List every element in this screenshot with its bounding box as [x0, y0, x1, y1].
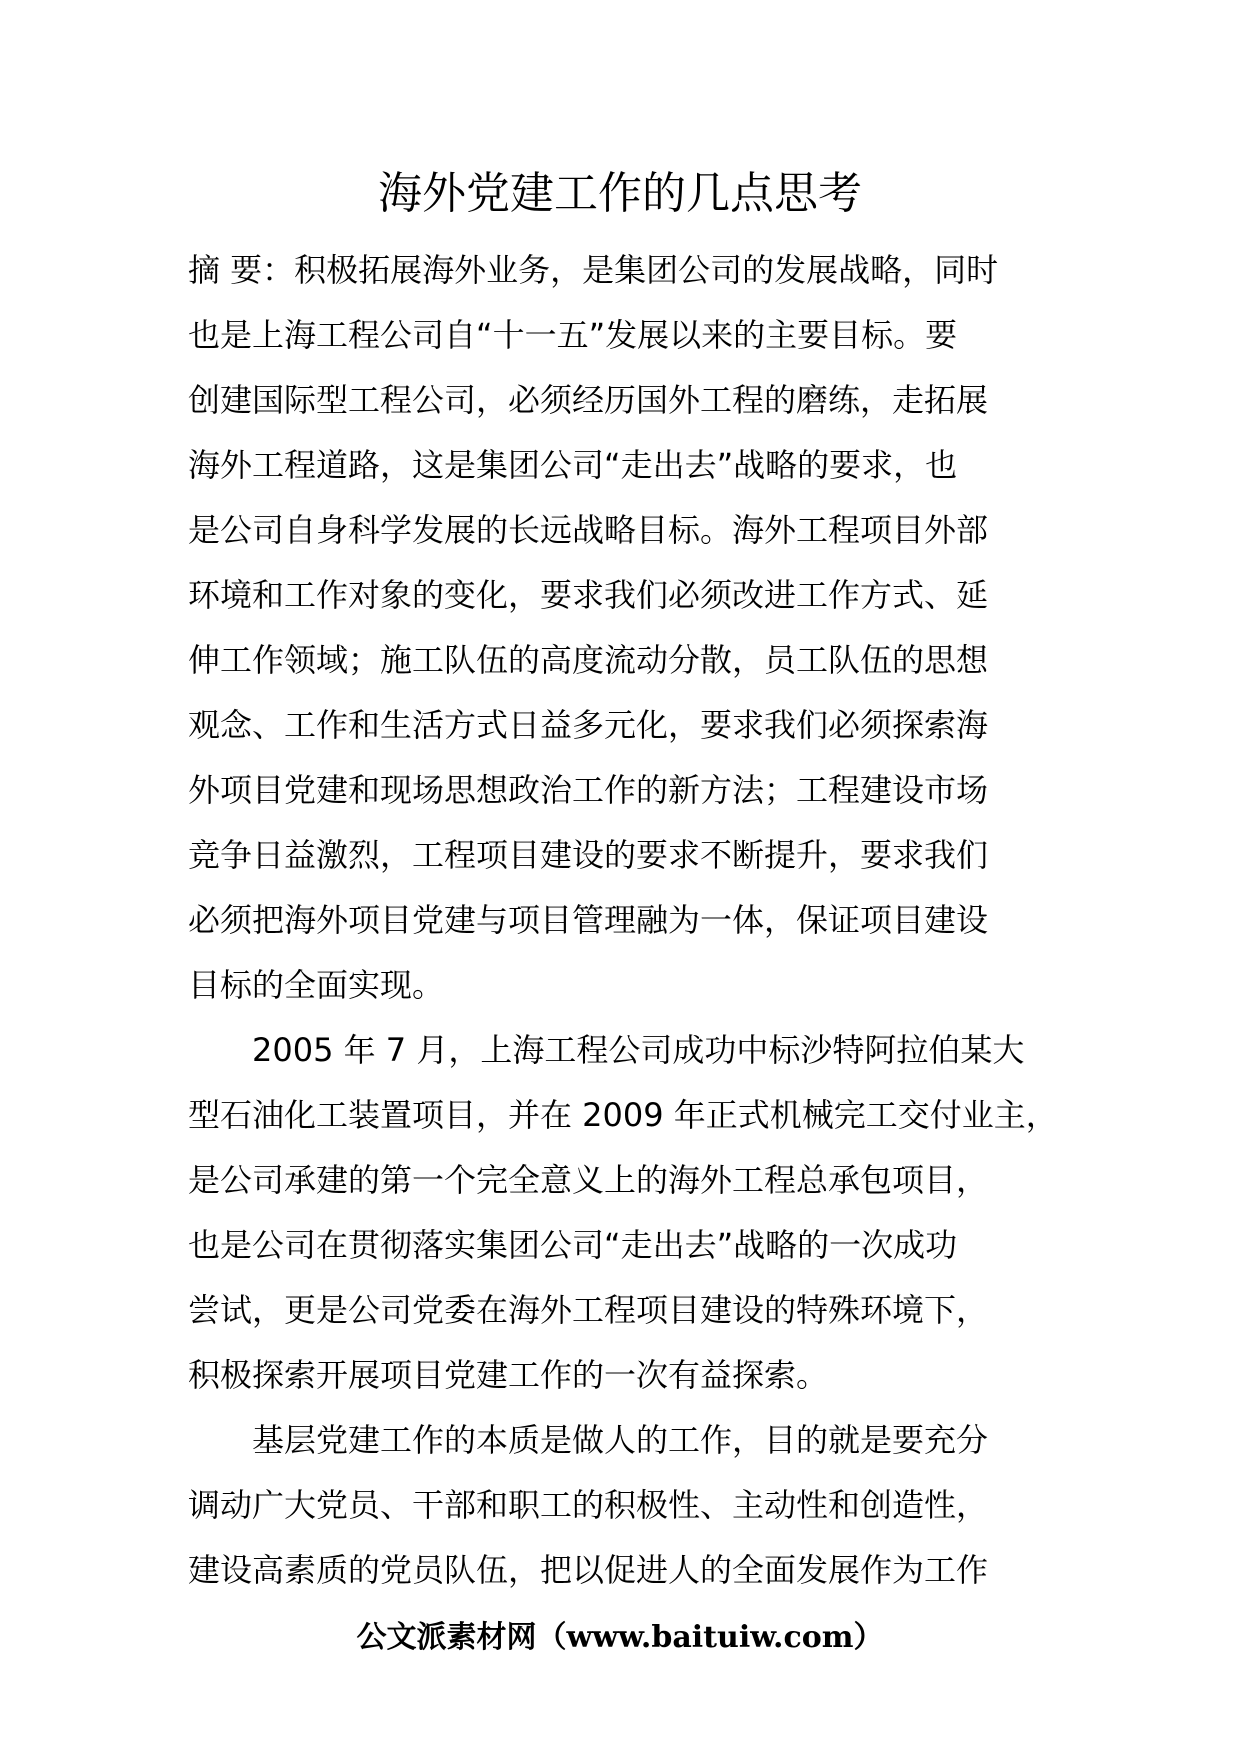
text-line: 也是公司在贯彻落实集团公司“走出去”战略的一次成功 [188, 1226, 958, 1264]
document-body [188, 238, 1088, 1603]
text-line: 是公司承建的第一个完全意义上的海外工程总承包项目， [188, 1161, 989, 1199]
text-line: 海外工程道路，这是集团公司“走出去”战略的要求，也 [188, 446, 958, 484]
text-line: 型石油化工装置项目，并在 2009 年正式机械完工交付业主， [188, 1096, 1058, 1134]
text-line: 目标的全面实现。 [188, 966, 445, 1004]
footer-watermark: 公文派素材网（www.baituiw.com） [356, 1620, 884, 1655]
text-line: 也是上海工程公司自“十一五”发展以来的主要目标。要 [188, 316, 958, 354]
document-title: 海外党建工作的几点思考 [378, 168, 862, 219]
text-line: 尝试，更是公司党委在海外工程项目建设的特殊环境下， [188, 1291, 989, 1329]
text-line: 创建国际型工程公司，必须经历国外工程的磨练，走拓展 [188, 381, 989, 419]
text-line: 2005 年 7 月，上海工程公司成功中标沙特阿拉伯某大 [188, 1031, 1025, 1069]
text-line: 是公司自身科学发展的长远战略目标。海外工程项目外部 [188, 511, 989, 549]
text-line: 外项目党建和现场思想政治工作的新方法；工程建设市场 [188, 771, 989, 809]
text-line: 积极探索开展项目党建工作的一次有益探索。 [188, 1356, 829, 1394]
text-line: 基层党建工作的本质是做人的工作，目的就是要充分 [188, 1421, 989, 1459]
text-line: 环境和工作对象的变化，要求我们必须改进工作方式、延 [188, 576, 989, 614]
text-line: 伸工作领域；施工队伍的高度流动分散，员工队伍的思想 [188, 641, 989, 679]
text-line: 调动广大党员、干部和职工的积极性、主动性和创造性， [188, 1486, 989, 1524]
text-line: 观念、工作和生活方式日益多元化，要求我们必须探索海 [188, 706, 989, 744]
text-line: 必须把海外项目党建与项目管理融为一体，保证项目建设 [188, 901, 989, 939]
text-line: 建设高素质的党员队伍，把以促进人的全面发展作为工作 [188, 1551, 989, 1589]
text-line: 摘 要：积极拓展海外业务，是集团公司的发展战略，同时 [188, 251, 999, 289]
text-line: 竞争日益激烈，工程项目建设的要求不断提升，要求我们 [188, 836, 989, 874]
